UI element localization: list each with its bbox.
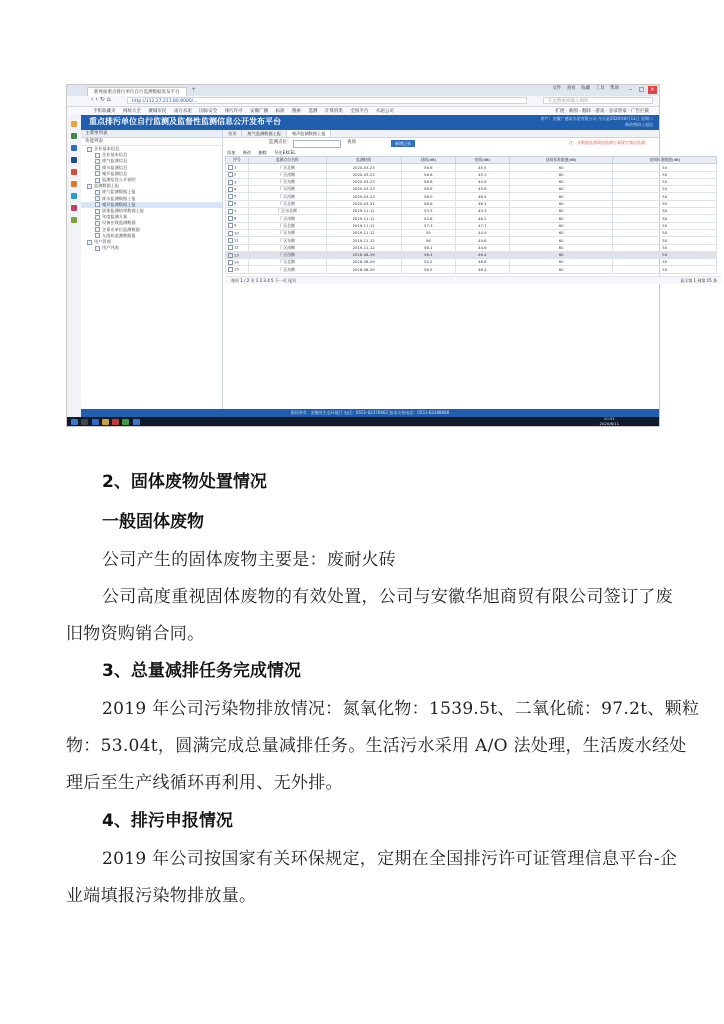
table-cell: 55: [401, 229, 455, 236]
table-cell: 60: [509, 193, 613, 200]
window-controls: [626, 86, 657, 94]
table-cell: [226, 266, 249, 273]
embedded-screenshot: [66, 84, 717, 427]
edit-button[interactable]: 修改: [242, 150, 252, 155]
add-button[interactable]: 添加: [227, 150, 236, 155]
tab-gas-report[interactable]: 废气监测数据上报: [242, 130, 287, 137]
page-icon: [95, 221, 100, 226]
table-cell: 60: [509, 244, 613, 251]
table-cell: 60: [509, 178, 613, 185]
tree-item-label: 用户管理: [94, 239, 111, 245]
row-checkbox[interactable]: [228, 231, 233, 236]
table-cell: 厂区东北侧: [249, 208, 327, 215]
table-cell: 56.8: [401, 171, 455, 178]
table-cell: 50: [613, 222, 717, 229]
page-icon: [95, 227, 100, 232]
table-cell: 56.1: [401, 244, 455, 251]
tree-item[interactable]: [81, 245, 222, 251]
table-row[interactable]: [226, 229, 717, 236]
row-index: 8: [234, 215, 237, 221]
table-cell: 60: [509, 266, 613, 273]
table-cell: 56.5: [401, 266, 455, 273]
table-cell: 46.4: [455, 251, 509, 258]
table-cell: 厂区南侧: [249, 171, 327, 178]
page-icon: [95, 159, 100, 164]
section-heading-4: 4、排污申报情况: [102, 811, 233, 831]
menu-item[interactable]: 文件: [552, 86, 562, 91]
table-cell: [226, 222, 249, 229]
table-cell: 2018-08-29: [326, 251, 401, 258]
maximize-icon[interactable]: □: [638, 86, 645, 93]
tree-item-label: 企事业单位监测数据: [102, 226, 140, 232]
table-cell: 厂区东侧: [249, 178, 327, 185]
favorite-link[interactable]: 国际安全: [199, 109, 218, 114]
table-cell: 50: [613, 200, 717, 207]
paragraph-3-line-1: 2019 年公司污染物排放情况：氮氧化物：1539.5t、二氧化硫：97.2t、颗粒: [102, 699, 700, 719]
table-cell: 厂区东侧: [249, 237, 327, 244]
row-index: 15: [234, 266, 239, 272]
page-icon: [95, 190, 100, 195]
table-cell: 43.3: [455, 208, 509, 215]
table-row[interactable]: [226, 193, 717, 200]
tree-item-label: 噪声监测数据上报: [102, 201, 136, 207]
table-cell: 50: [613, 186, 717, 193]
column-header[interactable]: 监测点位名称: [249, 157, 327, 164]
user-info-line: 用户：安徽广德某水泥有限公司 今天是2020年8月11日 星期二: [540, 116, 653, 121]
delete-button[interactable]: 删除: [258, 150, 267, 155]
table-cell: 46.4: [455, 266, 509, 273]
url-input[interactable]: http://112.27.211.80:8080/...: [127, 97, 527, 104]
table-cell: 厂区北侧: [249, 200, 327, 207]
app-footer: 版权所有：安徽省生态环境厅 电话：0551-62376662 技术支持电话：0551-62288688: [81, 409, 659, 417]
table-cell: 2020-03-23: [326, 178, 401, 185]
column-header[interactable]: 昼间(dB): [401, 157, 455, 164]
table-cell: [226, 164, 249, 171]
row-checkbox[interactable]: [228, 165, 233, 170]
table-cell: 50: [613, 237, 717, 244]
tree-item-label: 废气监测数据上报: [102, 189, 136, 195]
note-icon[interactable]: [71, 157, 77, 163]
filter-label: 监测点位：: [269, 140, 292, 145]
table-cell: 50: [613, 244, 717, 251]
nav-buttons: [91, 97, 113, 103]
row-checkbox[interactable]: [228, 187, 233, 192]
folder-icon: [87, 240, 92, 245]
user-info: [541, 116, 653, 128]
table-row[interactable]: [226, 164, 717, 171]
table-cell: [226, 244, 249, 251]
tab-noise-report[interactable]: 噪声监测数据上报: [287, 130, 332, 137]
page-icon: [95, 165, 100, 170]
page-tabs: [223, 130, 659, 138]
table-row[interactable]: [226, 200, 717, 207]
grid-toolbar: [223, 149, 659, 156]
menu-item[interactable]: 帮助: [610, 86, 619, 91]
paragraph-2-line-2: 旧物资购销合同。: [66, 624, 205, 644]
column-header[interactable]: 夜间(dB): [455, 157, 509, 164]
page-icon: [95, 246, 100, 251]
table-cell: 厂区南侧: [249, 215, 327, 222]
page-icon: [95, 233, 100, 238]
table-cell: 厂区西侧: [249, 193, 327, 200]
favorite-link[interactable]: 安徽广播: [250, 109, 269, 114]
menu-item[interactable]: 查看: [566, 86, 576, 91]
section-heading-2: 2、固体废物处置情况: [102, 472, 267, 492]
row-checkbox[interactable]: [228, 194, 233, 199]
tree-item-label: 企业基本信息: [94, 146, 120, 151]
table-row[interactable]: [226, 251, 717, 258]
row-index: 13: [234, 252, 239, 257]
row-checkbox[interactable]: [228, 216, 233, 221]
tree-item-label: 噪声监测信息: [102, 170, 128, 176]
table-row[interactable]: [226, 244, 717, 251]
table-cell: [226, 200, 249, 207]
table-row[interactable]: [226, 266, 717, 273]
row-checkbox[interactable]: [228, 180, 233, 185]
paragraph-3-line-3: 理后至生产线循环再利用、无外排。: [66, 773, 343, 793]
pager: [225, 276, 721, 284]
table-cell: 2019-11-12: [326, 222, 401, 229]
table-cell: 60: [509, 200, 613, 207]
taskbar-clock: [600, 417, 619, 426]
table-cell: [226, 208, 249, 215]
folder-icon: [87, 184, 92, 189]
column-header[interactable]: 序号: [226, 157, 249, 164]
table-cell: 44.6: [455, 244, 509, 251]
tree-item-label: 设备在线监测数据: [102, 220, 136, 226]
table-cell: 57.3: [401, 222, 455, 229]
row-checkbox[interactable]: [228, 260, 233, 265]
logout-link[interactable]: 修改密码 | 退出: [625, 122, 653, 127]
row-checkbox[interactable]: [228, 253, 233, 258]
table-cell: 2019-11-12: [326, 215, 401, 222]
table-cell: 60: [509, 164, 613, 171]
table-cell: [226, 186, 249, 193]
pager-summary: 显示第 1 到第 15 条: [680, 277, 717, 283]
table-cell: 2020-03-23: [326, 171, 401, 178]
tree-item-label: 无组织监测数据报: [102, 232, 136, 238]
browser-side-strip: [67, 115, 82, 417]
folder-icon: [87, 147, 92, 152]
row-index: 12: [234, 244, 239, 250]
table-cell: 50: [613, 208, 717, 215]
column-header[interactable]: 夜间标准限值(dB): [613, 157, 717, 164]
table-cell: 2019-11-12: [326, 208, 401, 215]
menu-item[interactable]: 工具: [595, 86, 605, 91]
page-icon: [95, 202, 100, 207]
table-cell: [226, 259, 249, 266]
table-row[interactable]: [226, 178, 717, 185]
page-icon: [95, 153, 100, 158]
app-title: 重点排污单位自行监测及监督性监测信息公开发布平台: [89, 117, 281, 126]
section-heading-3: 3、总量减排任务完成情况: [102, 661, 301, 681]
table-cell: 厂区西侧: [249, 186, 327, 193]
row-index: 5: [234, 193, 237, 199]
table-cell: 60: [509, 259, 613, 266]
table-cell: 44.9: [455, 229, 509, 236]
menu-item[interactable]: 收藏: [581, 86, 591, 91]
tree-header: 主菜单列表: [81, 130, 222, 138]
toolbar-extensions[interactable]: 扩展 · 截图 · 翻译 · 游戏 · 登录管家 · 广告拦截: [552, 107, 649, 116]
main-panel: [223, 130, 717, 409]
close-icon[interactable]: ×: [649, 86, 656, 93]
row-checkbox[interactable]: [228, 245, 233, 250]
row-index: 11: [234, 237, 239, 243]
table-cell: 2018-08-29: [326, 266, 401, 273]
table-row[interactable]: [226, 215, 717, 222]
row-index: 10: [234, 230, 239, 236]
cloud-icon[interactable]: [71, 193, 77, 199]
music-icon[interactable]: [71, 205, 77, 211]
table-cell: 46.4: [455, 193, 509, 200]
tree-item-label: 废水监测数据上报: [102, 195, 136, 201]
taskbar: [67, 417, 659, 426]
table-cell: 56.0: [401, 193, 455, 200]
table-cell: 55.2: [401, 259, 455, 266]
table-cell: [226, 237, 249, 244]
row-index: 2: [234, 171, 237, 177]
row-checkbox[interactable]: [228, 238, 233, 243]
table-cell: 60: [509, 229, 613, 236]
row-checkbox[interactable]: [228, 223, 233, 228]
table-cell: 60: [509, 215, 613, 222]
table-cell: [226, 171, 249, 178]
pdf-icon[interactable]: [112, 419, 119, 425]
table-cell: 50: [613, 215, 717, 222]
favorite-link[interactable]: 手机收藏夹: [93, 109, 116, 114]
page-icon: [95, 215, 100, 220]
table-cell: 44.9: [455, 178, 509, 185]
row-checkbox[interactable]: [228, 267, 233, 272]
page-icon: [95, 171, 100, 176]
row-index: 14: [234, 259, 239, 265]
tree-item-label: 固体监测结果数据上报: [102, 208, 144, 214]
favorite-link[interactable]: 网址大全: [122, 109, 141, 114]
table-row[interactable]: [226, 222, 717, 229]
table-cell: 2019-11-12: [326, 237, 401, 244]
word-icon[interactable]: [133, 419, 140, 425]
table-cell: 56.6: [401, 164, 455, 171]
folder-icon[interactable]: [102, 419, 109, 425]
table-cell: 50: [613, 178, 717, 185]
table-cell: 46.1: [455, 200, 509, 207]
table-row[interactable]: [226, 171, 717, 178]
favorite-link[interactable]: 水泥公司: [375, 109, 394, 114]
data-grid: [225, 156, 717, 274]
favorite-link[interactable]: 计算机类: [324, 109, 343, 114]
column-header[interactable]: 昼间标准限值(dB): [509, 157, 613, 164]
paragraph-4-line-2: 业端填报污染物排放量。: [66, 886, 257, 906]
favorite-link[interactable]: 监测: [308, 109, 318, 114]
row-checkbox[interactable]: [228, 201, 233, 206]
table-cell: 56.8: [401, 186, 455, 193]
table-cell: 2019-11-12: [326, 244, 401, 251]
table-cell: 60: [509, 237, 613, 244]
tab-home[interactable]: 首页: [223, 130, 242, 137]
table-cell: 60: [509, 171, 613, 178]
table-cell: 56.6: [401, 178, 455, 185]
menu-tree: [81, 130, 223, 409]
table-cell: 60: [509, 222, 613, 229]
table-cell: 52.8: [401, 215, 455, 222]
refresh-icon[interactable]: ↻: [99, 96, 107, 103]
table-cell: 56.4: [401, 251, 455, 258]
browser-search-input[interactable]: 在此搜索或输入网址: [543, 97, 653, 104]
table-cell: 50: [613, 164, 717, 171]
table-cell: 56: [401, 237, 455, 244]
table-cell: 50: [613, 171, 717, 178]
bookmark-icon[interactable]: [71, 121, 77, 127]
row-index: 6: [234, 200, 237, 206]
table-cell: 50: [613, 251, 717, 258]
mail-icon[interactable]: [71, 145, 77, 151]
back-icon[interactable]: ‹: [91, 96, 96, 103]
export-button[interactable]: 导出EXCEL: [274, 150, 296, 155]
tree-item-label: 监测数据上报: [94, 183, 120, 189]
browser-tab-bar: [67, 85, 659, 96]
table-cell: [226, 215, 249, 222]
table-cell: 46.2: [455, 215, 509, 222]
weibo-icon[interactable]: [71, 169, 77, 175]
app-header: [81, 115, 659, 130]
game-icon[interactable]: [71, 181, 77, 187]
table-cell: 2020-03-31: [326, 200, 401, 207]
row-index: 9: [234, 222, 237, 228]
tree-item-label: 企业基本信息: [102, 152, 128, 158]
row-index: 3: [234, 179, 237, 185]
row-index: 7: [234, 208, 237, 214]
tree-subheader: 功能列表: [81, 138, 222, 146]
table-row[interactable]: [226, 208, 717, 215]
table-cell: 60: [509, 208, 613, 215]
table-cell: 50: [613, 193, 717, 200]
table-cell: [226, 193, 249, 200]
table-row[interactable]: [226, 259, 717, 266]
table-cell: 53.3: [401, 208, 455, 215]
table-cell: 厂区东侧: [249, 266, 327, 273]
favorite-link[interactable]: 南方水泥: [173, 109, 192, 114]
row-index: 4: [234, 186, 237, 192]
tree-item-label: 废水监测信息: [102, 164, 128, 170]
table-cell: 45.6: [455, 186, 509, 193]
table-cell: 2020-03-23: [326, 186, 401, 193]
browser-tab[interactable]: 新界面重点排污单位自行监测数据发布平台: [87, 87, 187, 96]
clock-date: 2020/8/11: [599, 420, 619, 426]
minimize-icon[interactable]: –: [629, 86, 632, 93]
table-cell: 厂区北侧: [249, 164, 327, 171]
forward-icon[interactable]: ›: [95, 96, 100, 103]
table-cell: 60: [509, 251, 613, 258]
windows-start-icon[interactable]: [71, 419, 78, 425]
table-cell: [226, 178, 249, 185]
table-cell: [226, 251, 249, 258]
wechat-icon[interactable]: [122, 419, 129, 425]
column-header[interactable]: 监测时间: [326, 157, 401, 164]
paragraph-3-line-2: 物：53.04t，圆满完成总量减排任务。生活污水采用 A/O 法处理，生活废水经处: [66, 736, 687, 756]
table-cell: 厂区南侧: [249, 244, 327, 251]
search-icon[interactable]: [81, 419, 88, 425]
browser-menu: [552, 87, 619, 92]
browser-icon[interactable]: [92, 419, 99, 425]
table-cell: 2020-03-23: [326, 164, 401, 171]
table-row[interactable]: [226, 237, 717, 244]
table-cell: 厂区北侧: [249, 259, 327, 266]
tree-item-label: 废气监测信息: [102, 158, 128, 164]
tree-item-label: 年度监测方案: [102, 214, 128, 220]
filter-bar: [223, 138, 659, 149]
page-icon: [95, 196, 100, 201]
filter-input[interactable]: [293, 140, 341, 148]
row-checkbox[interactable]: [228, 209, 233, 214]
table-cell: 45.3: [455, 171, 509, 178]
table-cell: 45.5: [455, 164, 509, 171]
favorite-link[interactable]: 搜索: [292, 109, 301, 114]
tree-item-label: 监测信息公开说明: [102, 177, 136, 183]
pager-links[interactable]: 每页 1 / 2 页 1 2 3 4 5 下一页 尾页: [231, 277, 297, 283]
add-record-button[interactable]: 新增记录: [391, 140, 415, 147]
table-cell: 60: [509, 186, 613, 193]
favorite-link[interactable]: 排污许可: [224, 109, 243, 114]
query-button[interactable]: 查询: [347, 140, 356, 145]
table-cell: [226, 229, 249, 236]
table-cell: 厂区北侧: [249, 222, 327, 229]
clock-time: 10:51: [603, 416, 615, 421]
table-cell: 56.6: [401, 200, 455, 207]
paragraph-2-line-1: 公司高度重视固体废物的有效处置，公司与安徽华旭商贸有限公司签订了废: [102, 587, 673, 607]
table-cell: 2020-03-23: [326, 193, 401, 200]
home-icon[interactable]: ⌂: [106, 96, 113, 103]
favorite-link[interactable]: 标准: [275, 109, 285, 114]
page-icon: [95, 209, 100, 214]
table-cell: 47.7: [455, 222, 509, 229]
tree-item-label: 用户列表: [102, 245, 119, 251]
favorite-link[interactable]: 聚城市民: [148, 109, 167, 114]
table-cell: 2018-08-29: [326, 259, 401, 266]
paragraph-4-line-1: 2019 年公司按国家有关环保规定，定期在全国排污许可证管理信息平台-企: [102, 849, 678, 869]
table-cell: 50: [613, 259, 717, 266]
table-cell: 厂区东侧: [249, 229, 327, 236]
table-header: [226, 157, 717, 164]
paragraph-1: 公司产生的固体废物主要是：废耐火砖: [102, 550, 397, 570]
new-tab-icon[interactable]: +: [191, 86, 197, 93]
app-icon[interactable]: [71, 217, 77, 223]
favorite-link[interactable]: 全国平台: [350, 109, 369, 114]
table-cell: 46.8: [455, 259, 509, 266]
table-cell: 厂区西侧: [249, 251, 327, 258]
table-cell: 44.6: [455, 237, 509, 244]
wechat-icon[interactable]: [71, 133, 77, 139]
address-bar: [67, 96, 659, 107]
table-row[interactable]: [226, 186, 717, 193]
row-index: 1: [234, 164, 237, 170]
table-cell: 2019-11-12: [326, 229, 401, 236]
filter-note: 注：各数据监测需按监测方案规定频次监测。: [569, 140, 649, 145]
subsection-heading: 一般固体废物: [102, 512, 204, 532]
table-cell: 50: [613, 266, 717, 273]
page-icon: [95, 178, 100, 183]
row-checkbox[interactable]: [228, 172, 233, 177]
table-cell: 50: [613, 229, 717, 236]
